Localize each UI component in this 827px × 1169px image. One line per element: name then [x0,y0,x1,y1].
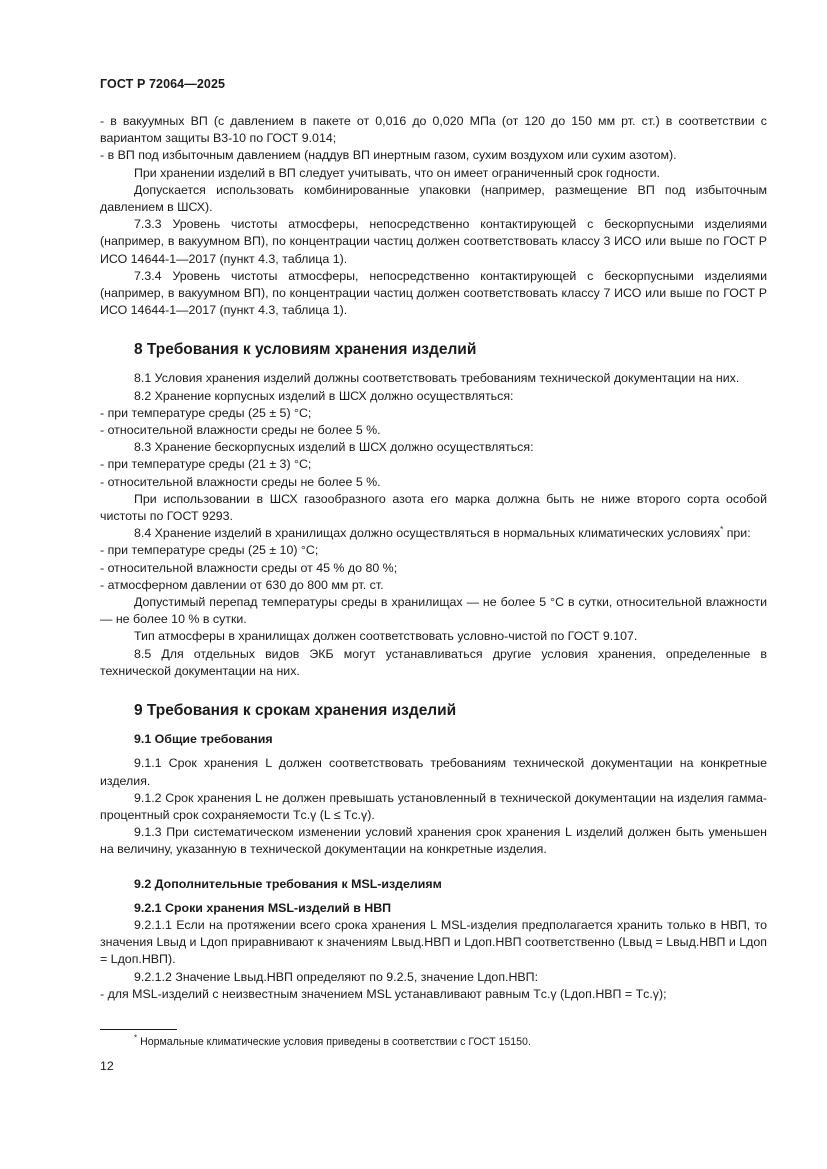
paragraph [100,577,767,594]
text: Допустимый перепад температуры среды в хранилищах — не более 5 °С в сутки, относительной влажности — не более 10 % в сутки. [100,595,767,627]
text: - относительной влажности среды не более 5 %. [100,474,381,489]
text: 9.1 Общие требования [134,732,273,747]
paragraph [100,542,767,559]
paragraph [100,790,767,824]
document-body [100,113,767,1003]
paragraph [100,491,767,525]
paragraph [100,525,767,542]
paragraph [100,917,767,969]
text: Тип атмосферы в хранилищах должен соответствовать условно-чистой по ГОСТ 9.107. [134,629,638,644]
paragraph [100,456,767,473]
footnote-ref: * [720,525,724,535]
text: 8.3 Хранение бескорпусных изделий в ШСХ должно осуществляться: [134,440,534,455]
section-heading [134,701,767,721]
paragraph [100,474,767,491]
footnote-text: Нормальные климатические условия приведены в соответствии с ГОСТ 15150. [137,1036,531,1048]
text: - для MSL-изделий с неизвестным значением MSL устанавливают равным Tс.γ (Lдоп.НВП = Tс.γ); [100,986,667,1001]
subsection-heading [134,876,767,893]
paragraph [100,165,767,182]
paragraph [100,422,767,439]
paragraph [100,755,767,789]
paragraph [100,439,767,456]
section-heading [134,340,767,360]
paragraph [100,594,767,628]
text: 9 Требования к срокам хранения изделий [134,702,457,720]
paragraph [100,370,767,387]
text: - относительной влажности среды не более 5 %. [100,423,381,438]
paragraph [100,628,767,645]
text: При использовании в ШСХ газообразного азота его марка должна быть не ниже второго сорта особой чистоты по ГОСТ 9293. [100,491,767,524]
text: 9.2.1 Сроки хранения MSL-изделий в НВП [134,900,392,915]
paragraph [100,182,767,216]
paragraph [100,147,767,164]
text: 9.1.1 Срок хранения L должен соответствовать требованиям технической документации на конкретные изделия. [100,756,767,788]
subsection-heading [134,731,767,748]
text: при: [723,526,751,541]
text: 9.1.2 Срок хранения L не должен превышать установленный в технической документации на изделия гамма-процентный срок сохраняемости Tс.γ (L ≤ Tс.γ). [100,790,767,822]
spacer [100,859,767,868]
paragraph [100,113,767,147]
paragraph [100,268,767,320]
text: 9.2.1.2 Значение Lвыд.НВП определяют по 9.2.5, значение Lдоп.НВП: [134,969,539,984]
text: - при температуре среды (21 ± 3) °С; [100,457,312,472]
paragraph [100,388,767,405]
text: При хранении изделий в ВП следует учитывать, что он имеет ограниченный срок годности. [134,165,660,180]
footnote [134,1033,531,1048]
text: 9.1.3 При систематическом изменении условий хранения срок хранения L изделий должен быть уменьшен на величину, указанную в технической документации на конкретные изделия. [100,825,767,857]
text: 7.3.3 Уровень чистоты атмосферы, непосредственно контактирующей с бескорпусными изделиями (например, в вакуумном ВП), по концентрации частиц должен соответствовать классу 3 ИСО или выше по ГОСТ Р ИСО 14644-1—2017 (пункт 4.3, таблица 1). [100,217,767,266]
text: Допускается использовать комбинированные упаковки (например, размещение ВП под избыточным давлением в ШСХ). [100,182,767,215]
text: 8.4 Хранение изделий в хранилищах должно осуществляться в нормальных климатических условиях [134,526,721,541]
paragraph [100,986,767,1003]
text: - в ВП под избыточным давлением (наддув ВП инертным газом, сухим воздухом или сухим азотом). [100,148,677,163]
text: - относительной влажности среды от 45 % до 80 %; [100,560,398,575]
text: - атмосферном давлении от 630 до 800 мм рт. ст. [100,577,384,592]
clause-heading [134,900,767,917]
paragraph [100,969,767,986]
text: - при температуре среды (25 ± 5) °С; [100,405,312,420]
text: 8.1 Условия хранения изделий должны соответствовать требованиям технической документации на них. [134,371,740,386]
paragraph [100,646,767,680]
text: 9.2.1.1 Если на протяжении всего срока хранения L MSL-изделия предполагается хранить только в НВП, то значения Lвыд и Lдоп приравнивают к значениям Lвыд.НВП и Lдоп.НВП соответственно (Lвыд = Lвыд.НВП и Lдоп = Lдоп.НВП). [100,917,767,967]
paragraph [100,824,767,858]
text: 9.2 Дополнительные требования к MSL-изделиям [134,876,442,891]
text: 8.5 Для отдельных видов ЭКБ могут устанавливаться другие условия хранения, определенные в технической документации на них. [100,646,767,678]
text: 8.2 Хранение корпусных изделий в ШСХ должно осуществляться: [134,388,514,403]
text: 8 Требования к условиям хранения изделий [134,341,477,359]
text: - в вакуумных ВП (с давлением в пакете от 0,016 до 0,020 МПа (от 120 до 150 мм рт. ст.) в соответствии с вариантом защиты В3-10 по ГОСТ 9.014; [100,114,767,146]
paragraph [100,405,767,422]
footnote-mark: * [134,1033,138,1043]
paragraph [100,560,767,577]
text: - при температуре среды (25 ± 10) °С; [100,543,319,558]
footnote-separator [100,1029,177,1030]
page-number: 12 [100,1059,114,1073]
paragraph [100,216,767,268]
text: 7.3.4 Уровень чистоты атмосферы, непосредственно контактирующей с бескорпусными изделиями (например, в вакуумном ВП), по концентрации частиц должен соответствовать классу 7 ИСО или выше по ГОСТ Р ИСО 14644-1—2017 (пункт 4.3, таблица 1). [100,268,767,318]
document-header: ГОСТ Р 72064—2025 [100,77,226,91]
